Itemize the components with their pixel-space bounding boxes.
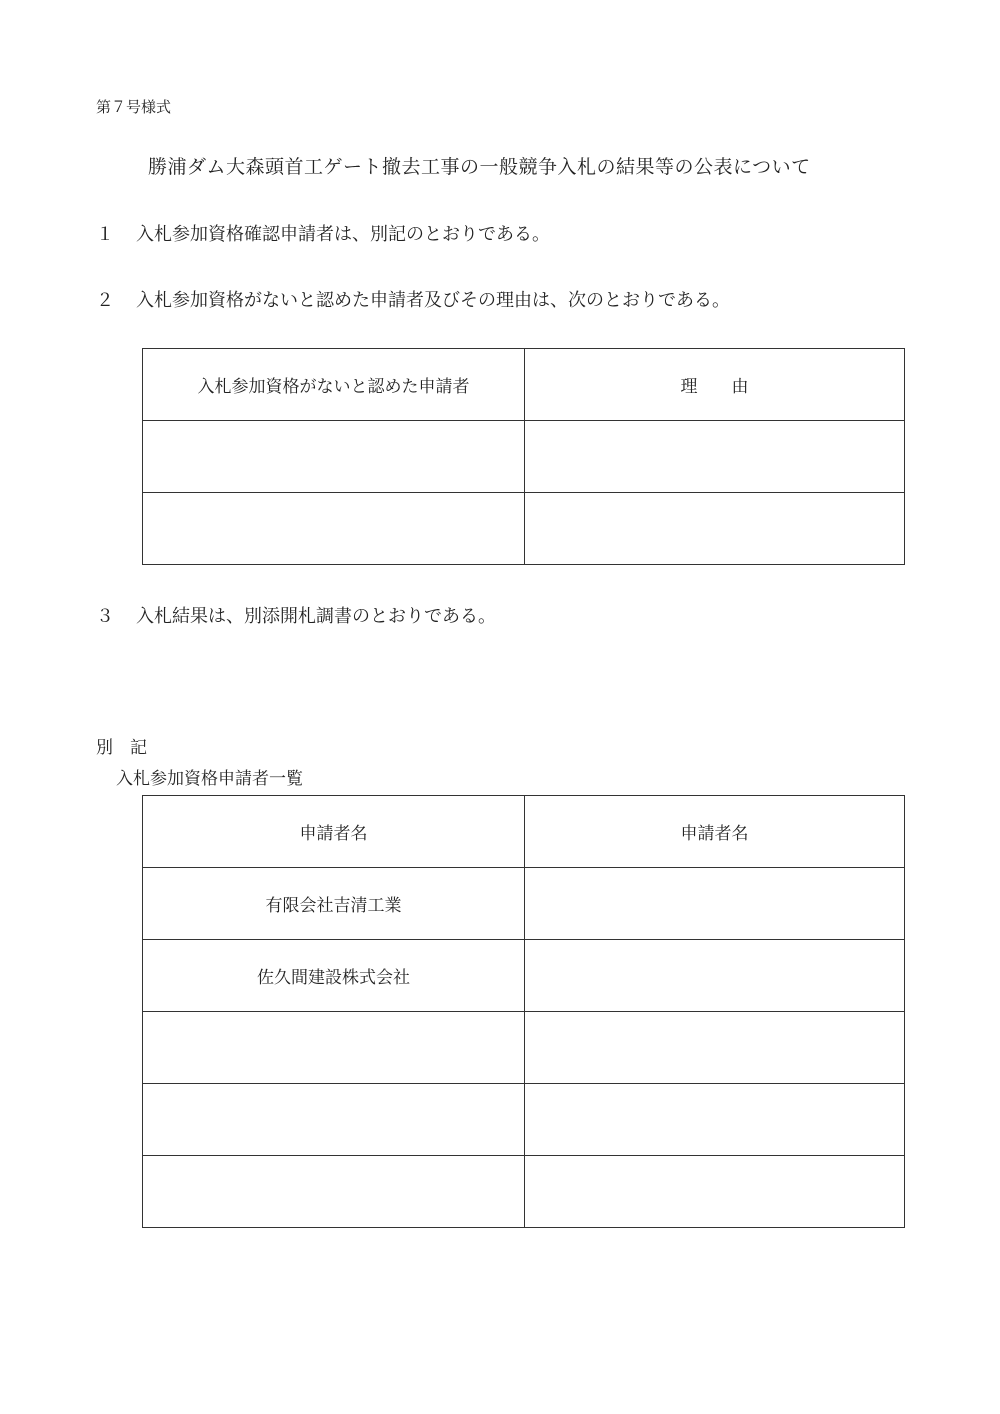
table-row — [143, 1156, 905, 1228]
item-text: 入札参加資格がないと認めた申請者及びその理由は、次のとおりである。 — [136, 290, 730, 311]
table-cell — [143, 1156, 525, 1228]
item-number: ３ — [96, 606, 114, 627]
item-2 — [96, 286, 730, 312]
table-cell — [525, 1084, 905, 1156]
item-number: ２ — [96, 290, 114, 311]
annex-subtitle: 入札参加資格申請者一覧 — [116, 769, 303, 789]
item-number: １ — [96, 224, 114, 245]
table-cell — [143, 421, 525, 493]
table-cell — [143, 1084, 525, 1156]
disqualified-applicants-table — [142, 348, 905, 565]
table-row — [143, 1012, 905, 1084]
header-reason: 理 由 — [525, 349, 905, 421]
table-row — [143, 940, 905, 1012]
table-cell — [525, 868, 905, 940]
table-cell — [525, 1012, 905, 1084]
table-cell — [525, 940, 905, 1012]
table-cell — [143, 493, 525, 565]
table-cell — [525, 493, 905, 565]
item-text: 入札参加資格確認申請者は、別記のとおりである。 — [136, 224, 550, 245]
table-cell: 有限会社吉清工業 — [143, 868, 525, 940]
table-cell: 佐久間建設株式会社 — [143, 940, 525, 1012]
table-header-row — [143, 349, 905, 421]
table-row — [143, 421, 905, 493]
item-text: 入札結果は、別添開札調書のとおりである。 — [136, 606, 496, 627]
table-row — [143, 1084, 905, 1156]
header-applicant-name: 申請者名 — [525, 796, 905, 868]
table-cell — [525, 421, 905, 493]
header-applicant-name: 申請者名 — [143, 796, 525, 868]
table-cell — [143, 1012, 525, 1084]
form-number: 第７号様式 — [96, 98, 172, 116]
table-header-row — [143, 796, 905, 868]
annex-heading: 別 記 — [96, 738, 147, 758]
document-title: 勝浦ダム大森頭首工ゲート撤去工事の一般競争入札の結果等の公表について — [148, 156, 811, 178]
table-row — [143, 868, 905, 940]
header-disqualified-applicant: 入札参加資格がないと認めた申請者 — [143, 349, 525, 421]
table-row — [143, 493, 905, 565]
table-cell — [525, 1156, 905, 1228]
applicants-table — [142, 795, 905, 1228]
item-1 — [96, 220, 550, 246]
item-3 — [96, 602, 496, 628]
